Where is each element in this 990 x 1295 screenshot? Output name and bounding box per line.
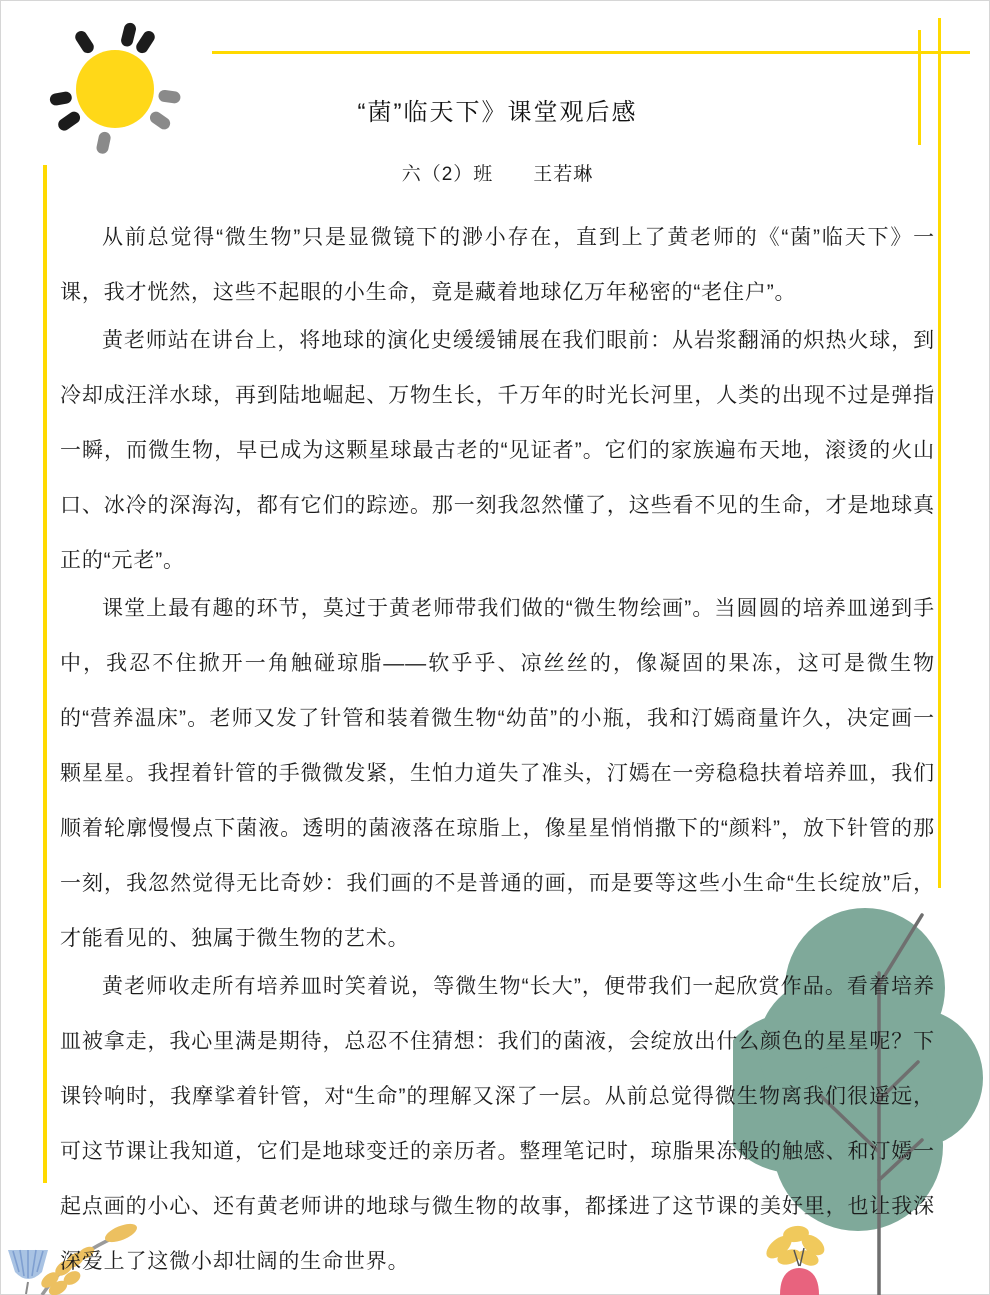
page-title: “菌”临天下》课堂观后感 bbox=[357, 99, 638, 126]
essay-paragraph: 课堂上最有趣的环节，莫过于黄老师带我们做的“微生物绘画”。当圆圆的培养皿递到手中，我忍不住掀开一角触碰琼脂——软乎乎、凉丝丝的，像凝固的果冻，这可是微生物的“营养温床”。老师又发了针管和装着微生物“幼苗”的小瓶，我和汀嫣商量许久，决定画一颗星星。我捏着针管的手微微发紧，生怕力道失了准头，汀嫣在一旁稳稳扶着培养皿，我们顺着轮廓慢慢点下菌液。透明的菌液落在琼脂上，像星星悄悄撒下的“颜料”，放下针管的那一刻，我忽然觉得无比奇妙：我们画的不是普通的画，而是要等这些小生命“生长绽放”后，才能看见的、独属于微生物的艺术。 bbox=[60, 597, 935, 950]
essay-paragraph: 黄老师站在讲台上，将地球的演化史缓缓铺展在我们眼前：从岩浆翻涌的炽热火球，到冷却成汪洋水球，再到陆地崛起、万物生长，千万年的时光长河里，人类的出现不过是弹指一瞬，而微生物，早已成为这颗星球最古老的“见证者”。它们的家族遍布天地，滚烫的火山口、冰冷的深海沟，都有它们的踪迹。那一刻我忽然懂了，这些看不见的生命，才是地球真正的“元老”。 bbox=[60, 329, 935, 572]
essay-body bbox=[60, 210, 935, 1289]
essay-paragraph: 黄老师收走所有培养皿时笑着说，等微生物“长大”，便带我们一起欣赏作品。看着培养皿被拿走，我心里满是期待，总忍不住猜想：我们的菌液，会绽放出什么颜色的星星呢？下课铃响时，我摩挲着针管，对“生命”的理解又深了一层。从前总觉得微生物离我们很遥远，可这节课让我知道，它们是地球变迁的亲历者。整理笔记时，琼脂果冻般的触感、和汀嫣一起点画的小心、还有黄老师讲的地球与微生物的故事，都揉进了这节课的美好里，也让我深深爱上了这微小却壮阔的生命世界。 bbox=[60, 975, 935, 1273]
byline: 六（2）班 王若琳 bbox=[401, 164, 594, 185]
essay-paragraph: 从前总觉得“微生物”只是显微镜下的渺小存在，直到上了黄老师的《“菌”临天下》一课，我才恍然，这些不起眼的小生命，竟是藏着地球亿万年秘密的“老住户”。 bbox=[60, 226, 935, 304]
